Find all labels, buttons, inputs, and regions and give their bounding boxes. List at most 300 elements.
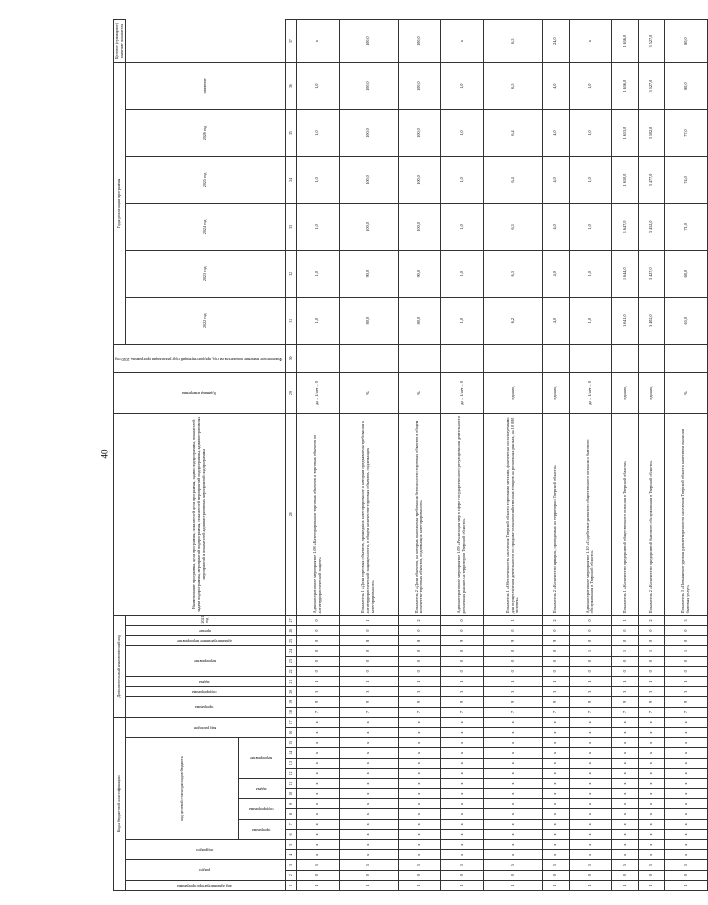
year-value-cell: 65,0 — [665, 297, 708, 344]
code-cell: 5 — [612, 860, 638, 870]
code-cell: 0 — [441, 626, 484, 636]
code-cell: 0 — [398, 666, 441, 676]
year-value-cell: 100,0 — [398, 110, 441, 157]
year-value-cell: 3 502,0 — [638, 110, 664, 157]
code-cell: х — [441, 840, 484, 850]
code-cell: 1 — [441, 880, 484, 890]
year-value-cell: 1,0 — [569, 156, 612, 203]
code-cell: 3 — [296, 687, 339, 697]
unit-cell: единиц — [612, 373, 638, 414]
code-cell: х — [638, 829, 664, 839]
code-cell: х — [441, 789, 484, 799]
page-number: 40 — [99, 449, 110, 459]
column-index-cell: 37 — [285, 20, 296, 63]
code-cell: 7 — [612, 707, 638, 717]
code-cell: х — [612, 799, 638, 809]
year-value-cell: 1 650,0 — [612, 156, 638, 203]
code-cell: х — [339, 758, 398, 768]
year-value-cell: 3 427,0 — [638, 250, 664, 297]
year-value-cell: 4,0 — [543, 250, 569, 297]
code-cell: х — [441, 758, 484, 768]
code-cell: х — [638, 819, 664, 829]
year-value-cell: 1,0 — [296, 203, 339, 250]
code-cell: 5 — [484, 860, 543, 870]
code-cell: х — [665, 758, 708, 768]
code-cell: х — [665, 809, 708, 819]
year-value-cell: 6,3 — [484, 250, 543, 297]
code-cell: 0 — [543, 656, 569, 666]
column-index-cell: 7 — [285, 819, 296, 829]
year-value-cell: 68,0 — [665, 250, 708, 297]
code-cell: 0 — [612, 656, 638, 666]
year-value-cell: 1,0 — [441, 63, 484, 110]
code-cell: 1 — [398, 676, 441, 686]
code-cell: х — [398, 829, 441, 839]
column-index-cell: 3 — [285, 860, 296, 870]
year-value-cell: 4,0 — [543, 110, 569, 157]
csr-task-header: задача — [238, 778, 285, 798]
code-cell: 0 — [638, 626, 664, 636]
year-value-cell: 100,0 — [339, 63, 398, 110]
code-cell: х — [296, 809, 339, 819]
code-cell: х — [296, 738, 339, 748]
code-cell: 0 — [543, 666, 569, 676]
year-value-cell: 4,0 — [543, 203, 569, 250]
code-cell: 0 — [296, 666, 339, 676]
code-cell: 0 — [665, 636, 708, 646]
indicator-name-cell: Административное мероприятие 1.08 «Категорирование торговых объектов и торговых объектов по антитеррористической защите» — [296, 413, 339, 615]
code-cell: 0 — [398, 656, 441, 666]
final-value-cell: х — [296, 20, 339, 63]
code-cell: 9 — [665, 697, 708, 707]
code-cell: х — [638, 728, 664, 738]
budget-codes-header: Коды бюджетной классификации — [114, 717, 126, 890]
csr-activity-header: мероприятие — [238, 738, 285, 779]
code-cell: 2 — [638, 615, 664, 625]
year-value-cell: 4,0 — [543, 297, 569, 344]
code-cell: х — [569, 778, 612, 788]
code-cell: 1 — [612, 615, 638, 625]
year-value-cell: 1,0 — [441, 110, 484, 157]
year-value-cell: 100,0 — [339, 110, 398, 157]
code-cell: 7 — [638, 707, 664, 717]
code-cell: 0 — [484, 626, 543, 636]
code-cell: х — [398, 717, 441, 727]
code-cell: 7 — [665, 707, 708, 717]
year-value-cell: 4,0 — [543, 156, 569, 203]
code-cell: х — [612, 850, 638, 860]
code-cell: 0 — [339, 656, 398, 666]
code-cell: 1 — [612, 676, 638, 686]
actual-value-cell — [441, 344, 484, 373]
code-cell: х — [296, 840, 339, 850]
code-cell: 1 — [638, 676, 664, 686]
table-row — [484, 20, 543, 891]
indicator-name-cell: Показатель 2 «Количество предприятий бытового обслуживания в Тверской области» — [638, 413, 664, 615]
year-value-cell: 100,0 — [398, 156, 441, 203]
table-row — [638, 20, 664, 891]
table-row — [339, 20, 398, 891]
table-row — [665, 20, 708, 891]
code-cell: х — [339, 829, 398, 839]
code-cell: х — [398, 738, 441, 748]
year-value-cell: 3 452,0 — [638, 203, 664, 250]
unit-cell: единиц — [638, 373, 664, 414]
code-cell: х — [441, 850, 484, 860]
final-value-cell: х — [569, 20, 612, 63]
code-cell: х — [638, 717, 664, 727]
unit-header: Единица измерения — [114, 373, 286, 414]
code-cell: х — [296, 850, 339, 860]
task-code-header: задача — [126, 676, 286, 686]
code-cell: х — [543, 738, 569, 748]
code-cell: 0 — [339, 870, 398, 880]
code-cell: х — [296, 748, 339, 758]
year-value-cell: 80,0 — [665, 63, 708, 110]
code-cell: х — [665, 768, 708, 778]
actual-value-cell — [398, 344, 441, 373]
code-cell: 5 — [665, 860, 708, 870]
code-cell: х — [296, 717, 339, 727]
code-cell: х — [665, 850, 708, 860]
code-cell: х — [441, 829, 484, 839]
table-row — [441, 20, 484, 891]
column-index-cell: 32 — [285, 250, 296, 297]
code-cell: 0 — [484, 666, 543, 676]
code-cell: х — [484, 717, 543, 727]
code-cell: 5 — [339, 860, 398, 870]
year-value-cell: 3 477,0 — [638, 156, 664, 203]
year-value-cell: 1,0 — [296, 250, 339, 297]
column-index-cell: 21 — [285, 676, 296, 686]
code-cell: 0 — [569, 615, 612, 625]
code-cell: 7 — [296, 707, 339, 717]
code-cell: 0 — [296, 656, 339, 666]
unit-cell: да – 1/нет – 0 — [569, 373, 612, 414]
code-cell: 7 — [569, 707, 612, 717]
final-value-cell: х — [441, 20, 484, 63]
column-index-cell: 29 — [285, 373, 296, 414]
header-row-1 — [114, 20, 126, 891]
code-cell: 1 — [543, 676, 569, 686]
code-cell: х — [339, 819, 398, 829]
code-cell: 0 — [441, 615, 484, 625]
code-cell: х — [543, 748, 569, 758]
year-value-cell: 80,0 — [398, 297, 441, 344]
code-cell: 0 — [441, 870, 484, 880]
column-index-cell: 6 — [285, 829, 296, 839]
code-cell: 0 — [296, 636, 339, 646]
code-cell: х — [484, 768, 543, 778]
code-cell: 0 — [665, 870, 708, 880]
code-cell: х — [543, 768, 569, 778]
csr-header: код целевой статьи расходов бюджета — [126, 738, 238, 840]
code-cell: 3 — [569, 687, 612, 697]
code-cell: 0 — [296, 870, 339, 880]
column-index-cell: 1 — [285, 880, 296, 890]
code-cell: х — [484, 789, 543, 799]
column-index-cell: 5 — [285, 840, 296, 850]
code-cell: х — [612, 738, 638, 748]
code-cell: х — [612, 809, 638, 819]
code-cell: 3 — [612, 687, 638, 697]
column-index-cell: 34 — [285, 156, 296, 203]
code-cell: 0 — [296, 626, 339, 636]
code-cell: х — [484, 748, 543, 758]
code-cell: 3 — [543, 687, 569, 697]
code-cell: 5 — [543, 860, 569, 870]
table-row — [543, 20, 569, 891]
code-cell: х — [296, 829, 339, 839]
year-value-cell: 1,0 — [296, 297, 339, 344]
unit-cell: единиц — [543, 373, 569, 414]
code-cell: х — [665, 728, 708, 738]
code-cell: х — [612, 819, 638, 829]
code-cell: 0 — [543, 870, 569, 880]
table-row — [612, 20, 638, 891]
code-cell: х — [543, 717, 569, 727]
year-value-cell: 3 527,0 — [638, 63, 664, 110]
code-cell: 1 — [665, 880, 708, 890]
year-2024-header: 2024 год — [126, 203, 286, 250]
actual-value-cell — [612, 344, 638, 373]
csr-subprogram-header: подпрограмма — [238, 799, 285, 819]
year-value-cell: 1,0 — [569, 203, 612, 250]
indicator-name-cell: Показатель 3 «Повышение уровня удовлетворенности населения Тверской области качеством оказания бытовых услуг» — [665, 413, 708, 615]
code-cell: х — [398, 819, 441, 829]
code-cell: 9 — [612, 697, 638, 707]
final-value-cell: 80,0 — [665, 20, 708, 63]
code-cell: х — [638, 809, 664, 819]
code-cell: х — [638, 799, 664, 809]
code-cell: х — [484, 738, 543, 748]
column-index-cell: 14 — [285, 748, 296, 758]
code-cell: х — [398, 778, 441, 788]
code-cell: х — [543, 809, 569, 819]
code-cell: 9 — [339, 697, 398, 707]
code-cell: 0 — [569, 626, 612, 636]
code-cell: х — [296, 768, 339, 778]
code-cell: х — [339, 840, 398, 850]
code-cell: х — [569, 809, 612, 819]
code-cell: х — [638, 850, 664, 860]
column-index-cell: 17 — [285, 717, 296, 727]
table-row — [398, 20, 441, 891]
code-cell: х — [569, 717, 612, 727]
year-value-cell: 1 653,0 — [612, 110, 638, 157]
code-cell: х — [569, 728, 612, 738]
unit-cell: единиц — [484, 373, 543, 414]
code-cell: 0 — [569, 656, 612, 666]
year-value-cell: 1,0 — [296, 110, 339, 157]
code-cell: 9 — [638, 697, 664, 707]
code-cell: х — [665, 778, 708, 788]
indicator-name-cell: Административное мероприятие 1.10 «Содействие развитию общественного питания и бытового обслуживания в Тверской области» — [569, 413, 612, 615]
year-value-cell: 100,0 — [339, 156, 398, 203]
code-cell: 1 — [441, 676, 484, 686]
code-cell: х — [543, 840, 569, 850]
code-cell: 9 — [398, 697, 441, 707]
unit-cell: % — [339, 373, 398, 414]
year-value-cell: 6,4 — [484, 110, 543, 157]
year-value-cell: 74,0 — [665, 156, 708, 203]
code-cell: х — [398, 799, 441, 809]
code-cell: 1 — [543, 880, 569, 890]
year-value-cell: 100,0 — [339, 203, 398, 250]
code-cell: 9 — [569, 697, 612, 707]
code-cell: 1 — [339, 615, 398, 625]
code-cell: х — [638, 758, 664, 768]
code-cell: 1 — [484, 615, 543, 625]
other-code-header: прочие — [126, 626, 286, 636]
code-cell: х — [441, 778, 484, 788]
code-cell: 9 — [484, 697, 543, 707]
code-cell: х — [441, 819, 484, 829]
code-cell: 5 — [569, 860, 612, 870]
code-cell: 3 — [665, 687, 708, 697]
code-cell: х — [543, 758, 569, 768]
year-value-cell: 6,2 — [484, 297, 543, 344]
year-value-cell: 1,0 — [296, 63, 339, 110]
code-cell: 1 — [339, 880, 398, 890]
actual-value-cell — [569, 344, 612, 373]
code-cell: х — [612, 748, 638, 758]
code-cell: 0 — [339, 646, 398, 656]
year-2021-header: 2021 год — [126, 615, 286, 625]
subprogram-code-header: подпрограмма — [126, 687, 286, 697]
column-index-cell: 31 — [285, 297, 296, 344]
indicator-name-cell: Показатель 1 «Доля торговых объектов, прошедших категорирование и которым предъявлены требования к антитеррористической защищенности, в общем количестве торговых объектов, подлежащих категорированию» — [339, 413, 398, 615]
code-cell: 5 — [296, 860, 339, 870]
year-2025-header: 2025 год — [126, 156, 286, 203]
code-cell: х — [339, 850, 398, 860]
code-cell: 1 — [569, 880, 612, 890]
column-index-cell: 16 — [285, 728, 296, 738]
indicator-name-cell: Показатель 1 «Обеспеченность населения Тверской области торговыми местами, фактически используемыми для осуществления деятельности по продаже сельскохозяйственных товаров на розничных рынках, на 10 000 человек» — [484, 413, 543, 615]
column-index-cell: 26 — [285, 626, 296, 636]
final-value-cell: 6,5 — [484, 20, 543, 63]
code-cell: 9 — [484, 636, 543, 646]
code-cell: х — [296, 758, 339, 768]
code-cell: х — [398, 728, 441, 738]
code-cell: х — [441, 738, 484, 748]
actual-value-cell — [296, 344, 339, 373]
code-cell: 0 — [665, 666, 708, 676]
code-cell: 1 — [339, 676, 398, 686]
code-cell: х — [339, 748, 398, 758]
code-cell: х — [612, 829, 638, 839]
column-index-cell: 33 — [285, 203, 296, 250]
actual-value-cell — [638, 344, 664, 373]
indicator-name-cell: Показатель 2 «Доля объектов, на которых выполнены требования безопасности торговых объектов в общем количестве торговых объектов, подлежащих категорированию» — [398, 413, 441, 615]
unit-cell: % — [665, 373, 708, 414]
final-header: Целевое (суммарное) значение показателя — [114, 20, 126, 63]
code-cell: 0 — [638, 666, 664, 676]
code-cell: 0 — [398, 646, 441, 656]
code-cell: х — [441, 717, 484, 727]
code-cell: 9 — [296, 697, 339, 707]
code-cell: 1 — [665, 646, 708, 656]
year-value-cell: 100,0 — [398, 203, 441, 250]
code-cell: 7 — [339, 707, 398, 717]
code-cell: х — [398, 809, 441, 819]
code-cell: х — [569, 819, 612, 829]
code-cell: х — [339, 717, 398, 727]
code-cell: х — [638, 738, 664, 748]
code-cell: х — [543, 819, 569, 829]
code-cell: 9 — [441, 697, 484, 707]
code-cell: 1 — [484, 880, 543, 890]
column-index-cell: 4 — [285, 850, 296, 860]
code-cell: х — [569, 789, 612, 799]
csr-program-header: программа — [238, 819, 285, 839]
code-cell: х — [665, 819, 708, 829]
code-cell: 1 — [296, 880, 339, 890]
table-row — [296, 20, 339, 891]
final-value-cell: 100,0 — [339, 20, 398, 63]
column-index-cell: 20 — [285, 687, 296, 697]
year-value-cell: 6,3 — [484, 203, 543, 250]
code-cell: х — [569, 850, 612, 860]
code-cell: 0 — [543, 626, 569, 636]
actual-value-cell — [665, 344, 708, 373]
code-cell: х — [484, 778, 543, 788]
code-cell: х — [484, 819, 543, 829]
code-cell: х — [569, 758, 612, 768]
code-cell: х — [398, 850, 441, 860]
code-cell: 1 — [665, 676, 708, 686]
column-index-cell: 12 — [285, 768, 296, 778]
year-value-cell: 100,0 — [398, 63, 441, 110]
code-cell: 1 — [612, 880, 638, 890]
year-value-cell: 1,0 — [296, 156, 339, 203]
code-cell: х — [441, 799, 484, 809]
final-value-header: значение — [126, 63, 286, 110]
year-value-cell: 1 641,0 — [612, 297, 638, 344]
final-value-cell: 3 527,0 — [638, 20, 664, 63]
column-index-cell: 30 — [285, 344, 296, 373]
program-table — [113, 19, 708, 891]
code-cell: 9 — [441, 636, 484, 646]
code-cell: 0 — [638, 656, 664, 666]
column-index-cell: 24 — [285, 646, 296, 656]
code-cell: х — [665, 748, 708, 758]
code-cell: 1 — [398, 880, 441, 890]
code-cell: х — [569, 738, 612, 748]
code-cell: 0 — [569, 870, 612, 880]
year-value-cell: 1 647,0 — [612, 203, 638, 250]
code-cell: 8 — [398, 636, 441, 646]
year-value-cell: 1,0 — [441, 250, 484, 297]
code-cell: 1 — [638, 880, 664, 890]
code-cell: 0 — [441, 666, 484, 676]
code-cell: х — [543, 789, 569, 799]
code-cell: 0 — [441, 646, 484, 656]
code-cell: х — [441, 728, 484, 738]
code-cell: 0 — [296, 615, 339, 625]
year-value-cell: 4,0 — [543, 63, 569, 110]
code-cell: х — [612, 768, 638, 778]
indicator-name-cell: Показатель 1 «Количество предприятий общественного питания в Тверской области» — [612, 413, 638, 615]
column-index-cell: 22 — [285, 666, 296, 676]
year-value-cell: 1,0 — [569, 110, 612, 157]
code-cell: х — [398, 789, 441, 799]
code-cell: 1 — [296, 676, 339, 686]
code-cell: 8 — [339, 636, 398, 646]
code-cell: 0 — [484, 646, 543, 656]
column-index-cell: 19 — [285, 697, 296, 707]
code-cell: х — [398, 768, 441, 778]
